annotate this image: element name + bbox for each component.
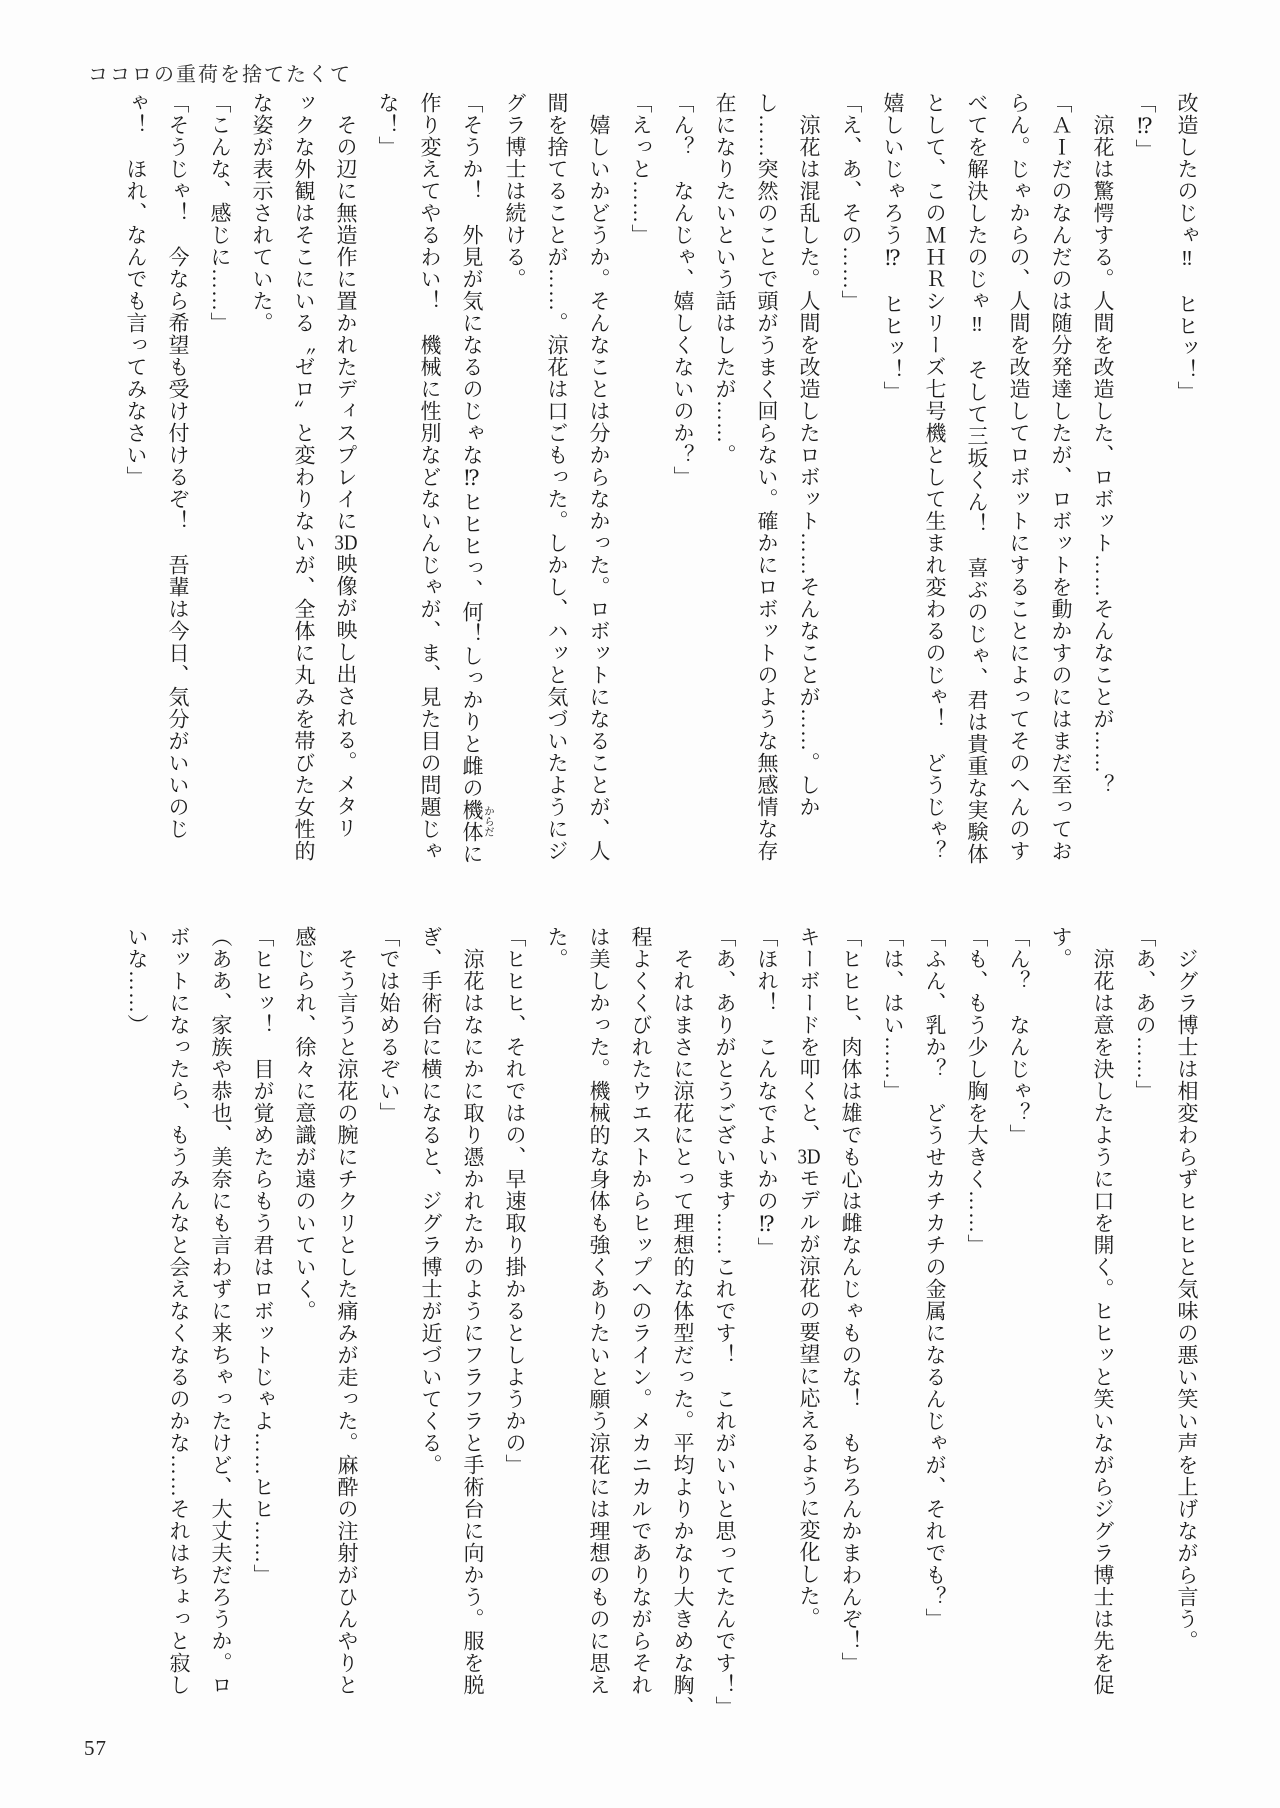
- text-line: し……突然のことで頭がうまく回らない。確かにロボットのような無感情な存: [755, 92, 779, 862]
- text-line: な！」: [376, 92, 400, 158]
- text-line: 「ヒヒッ！ 目が覚めたらもう君はロボットじゃよ……ヒヒ……」: [251, 926, 275, 1586]
- text-line: キーボードを叩くと、3Dモデルが涼花の要望に応えるように変化した。: [797, 926, 821, 1629]
- text-line: ックな外観はそこにいる〝ゼロ〟と変わりないが、全体に丸みを帯びた女性的: [292, 92, 316, 862]
- text-line: ボットになったら、もうみんなと会えなくなるのかな……それはちょっと寂し: [167, 926, 191, 1696]
- text-line: 「ん？ なんじゃ？」: [1007, 926, 1031, 1146]
- text-line: 涼花は意を決したように口を開く。ヒヒッと笑いながらジグラ博士は先を促: [1091, 948, 1115, 1696]
- text-line: 「は、はい……」: [881, 926, 905, 1102]
- text-line: 感じられ、徐々に意識が遠のいていく。: [293, 926, 317, 1322]
- text-line: べてを解決したのじゃ‼ そして三坂くん！ 喜ぶのじゃ、君は貴重な実験体: [965, 92, 989, 865]
- running-header: ココロの重荷を捨てたくて: [88, 64, 352, 86]
- tatechuyoko-text: 3D: [797, 1146, 821, 1167]
- text-line: それはまさに涼花にとって理想的な体型だった。平均よりかなり大きめな胸、: [671, 948, 695, 1718]
- text-line: らん。じゃからの、人間を改造してロボットにすることによってそのへんのす: [1007, 92, 1031, 862]
- text-line: 涼花はなにかに取り憑かれたかのようにフラフラと手術台に向かう。服を脱: [461, 948, 485, 1696]
- text-line: 嬉しいかどうか。そんなことは分からなかった。ロボットになることが、人: [587, 114, 611, 862]
- tatechuyoko-text: 3D: [334, 532, 358, 553]
- text-line: 作り変えてやるわい！ 機械に性別などないんじゃが、ま、見た目の問題じゃ: [418, 92, 442, 862]
- text-line: す。: [1049, 926, 1073, 970]
- text-line: 「ＡＩだのなんだのは随分発達したが、ロボットを動かすのにはまだ至ってお: [1049, 92, 1073, 862]
- text-line: ゃ！ ほれ、なんでも言ってみなさい」: [124, 92, 148, 488]
- text-line: ジグラ博士は相変わらずヒヒヒと気味の悪い笑い声を上げながら言う。: [1175, 948, 1199, 1652]
- ruby-annotated-word: 機体 からだ: [460, 799, 494, 843]
- text-line: 間を捨てることが……。涼花は口ごもった。しかし、ハッと気づいたようにジ: [545, 92, 569, 862]
- text-line: な姿が表示されていた。: [250, 92, 274, 334]
- text-line: 「そうじゃ！ 今なら希望も受け付けるぞ！ 吾輩は今日、気分がいいのじ: [166, 92, 190, 840]
- text-line: 「えっと……」: [629, 92, 653, 246]
- text-line: 改造したのじゃ‼ ヒヒッ！」: [1175, 92, 1199, 403]
- text-line: いな……）: [125, 926, 149, 1036]
- text-line: 程よくくびれたウエストからヒップへのライン。メカニカルでありながらそれ: [629, 926, 653, 1696]
- text-line: その辺に無造作に置かれたディスプレイに3D映像が映し出される。メタリ: [334, 114, 358, 839]
- text-line: 「え、あ、その……」: [839, 92, 863, 312]
- text-line: 「も、もう少し胸を大きく……」: [965, 926, 989, 1256]
- text-line: 涼花は混乱した。人間を改造したロボット……そんなことが……。しか: [797, 114, 821, 818]
- text-line: ぎ、手術台に横になると、ジグラ博士が近づいてくる。: [419, 926, 443, 1476]
- text-line: 「ん？ なんじゃ、嬉しくないのか？」: [671, 92, 695, 488]
- top-text-block: [115, 92, 1208, 864]
- text-line: 「ヒヒヒ、肉体は雄でも心は雌なんじゃものな！ もちろんかまわんぞ！」: [839, 926, 863, 1674]
- text-line: 「あ、ありがとうございます……これです！ これがいいと思ってたんです！」: [713, 926, 737, 1718]
- text-line: は美しかった。機械的な身体も強くありたいと願う涼花には理想のものに思え: [587, 926, 611, 1696]
- text-line: 「では始めるぞい」: [377, 926, 401, 1124]
- text-line: 在になりたいという話はしたが……。: [713, 92, 737, 466]
- text-line: 「ほれ！ こんなでよいかの⁉」: [755, 926, 779, 1259]
- bottom-text-block: [116, 926, 1208, 1718]
- text-line: 「こんな、感じに……」: [208, 92, 232, 334]
- text-line: （ああ、家族や恭也、美奈にも言わずに来ちゃったけど、大丈夫だろうか。ロ: [209, 926, 233, 1696]
- text-line: 「⁉」: [1133, 92, 1157, 161]
- text-line: 涼花は驚愕する。人間を改造した、ロボット……そんなことが……？: [1091, 114, 1115, 796]
- text-line: 「あ、あの……」: [1133, 926, 1157, 1102]
- text-line: として、このＭＨＲシリーズ七号機として生まれ変わるのじゃ！ どうじゃ？: [923, 92, 947, 862]
- text-line: 「ヒヒヒ、それではの、早速取り掛かるとしようかの」: [503, 926, 527, 1476]
- text-line: た。: [545, 926, 569, 970]
- page-number: 57: [84, 1736, 107, 1760]
- text-line: 「そうか！ 外見が気になるのじゃな⁉ヒヒヒっ、何！しっかりと雌の機体 からだに: [460, 92, 494, 865]
- text-line: 嬉しいじゃろう⁉ ヒヒッ！」: [881, 92, 905, 403]
- text-line: グラ博士は続ける。: [503, 92, 527, 290]
- text-line: そう言うと涼花の腕にチクリとした痛みが走った。麻酔の注射がひんやりと: [335, 948, 359, 1696]
- text-line: 「ふん、乳か？ どうせカチカチの金属になるんじゃが、それでも？」: [923, 926, 947, 1630]
